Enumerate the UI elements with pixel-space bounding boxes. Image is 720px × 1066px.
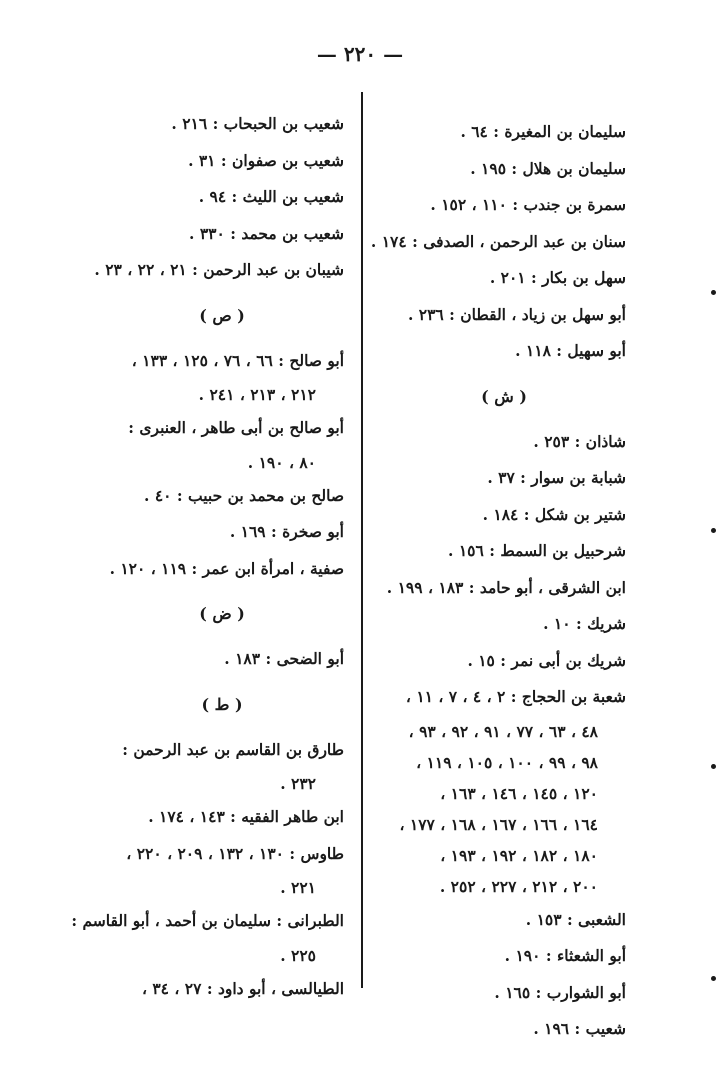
margin-mark — [711, 290, 716, 295]
index-entry: أبو صخرة : ١٦٩ . — [229, 522, 344, 541]
margin-mark — [711, 528, 716, 533]
index-entry: شريك : ١٠ . — [543, 614, 626, 633]
letter-heading: ( ض ) — [199, 604, 245, 623]
index-entry: أبو الضحى : ١٨٣ . — [224, 649, 344, 668]
index-entry: سليمان بن المغيرة : ٦٤ . — [460, 122, 626, 141]
margin-mark — [711, 764, 716, 769]
index-entry: شعيب بن محمد : ٣٣٠ . — [189, 223, 344, 243]
index-entry-continuation: ٢٢٥ . — [280, 945, 316, 965]
index-entry: شعيب : ١٩٦ . — [533, 1019, 626, 1038]
index-entry: سنان بن عبد الرحمن ، الصدفى : ١٧٤ . — [370, 231, 626, 251]
index-entry: أبو الشوارب : ١٦٥ . — [494, 982, 626, 1002]
index-entry: الطيالسى ، أبو داود : ٢٧ ، ٣٤ ، — [141, 978, 344, 998]
index-entry: أبو صالح بن أبى طاهر ، العنبرى : — [128, 418, 344, 437]
index-entry-continuation: ٤٨ ، ٦٣ ، ٧٧ ، ٩١ ، ٩٢ ، ٩٣ ، — [408, 721, 598, 741]
index-column-right — [370, 114, 626, 1048]
index-entry-continuation: ١٢٠ ، ١٤٥ ، ١٤٦ ، ١٦٣ ، — [440, 783, 598, 803]
index-entry-continuation: ٢٢١ . — [280, 878, 316, 897]
letter-heading: ( ط ) — [201, 694, 243, 714]
index-entry: شريك بن أبى نمر : ١٥ . — [467, 650, 626, 670]
index-entry-continuation: ١٨٠ ، ١٨٢ ، ١٩٢ ، ١٩٣ ، — [440, 845, 598, 865]
index-entry: شبابة بن سوار : ٣٧ . — [487, 468, 626, 487]
index-entry-continuation: ٨٠ ، ١٩٠ . — [247, 452, 316, 472]
index-column-left — [71, 106, 344, 1007]
index-entry: طارق بن القاسم بن عبد الرحمن : — [122, 739, 344, 759]
index-entry: ابن طاهر الفقيه : ١٤٣ ، ١٧٤ . — [148, 807, 344, 826]
column-divider — [361, 92, 363, 988]
index-entry: شعبة بن الحجاج : ٢ ، ٤ ، ٧ ، ١١ ، — [405, 687, 626, 706]
index-entry: أبو سهيل : ١١٨ . — [515, 341, 626, 360]
index-entry-continuation: ٩٨ ، ٩٩ ، ١٠٠ ، ١٠٥ ، ١١٩ ، — [416, 752, 598, 772]
letter-heading: ( ص ) — [199, 305, 245, 325]
index-entry: الشعبى : ١٥٣ . — [525, 909, 626, 929]
index-entry: شتير بن شكل : ١٨٤ . — [482, 504, 626, 524]
index-entry: سهل بن بكار : ٢٠١ . — [489, 268, 626, 287]
index-entry: صفية ، امرأة ابن عمر : ١١٩ ، ١٢٠ . — [109, 558, 344, 578]
index-entry: شعيب بن صفوان : ٣١ . — [188, 150, 344, 170]
page-number: — ٢٢٠ — — [316, 42, 404, 66]
index-entry-continuation: ٢١٢ ، ٢١٣ ، ٢٤١ . — [198, 385, 316, 404]
index-entry: شرحبيل بن السمط : ١٥٦ . — [448, 541, 626, 560]
letter-heading: ( ش ) — [481, 386, 527, 406]
index-entry-continuation: ١٦٤ ، ١٦٦ ، ١٦٧ ، ١٦٨ ، ١٧٧ ، — [399, 814, 598, 834]
index-entry: شيبان بن عبد الرحمن : ٢١ ، ٢٢ ، ٢٣ . — [94, 260, 344, 279]
index-entry: أبو سهل بن زياد ، القطان : ٢٣٦ . — [407, 304, 626, 324]
index-entry: شعيب بن الليث : ٩٤ . — [198, 187, 344, 206]
index-entry: شعيب بن الحبحاب : ٢١٦ . — [171, 114, 344, 133]
index-entry-continuation: ٢٣٢ . — [280, 774, 316, 793]
index-entry: طاوس : ١٣٠ ، ١٣٢ ، ٢٠٩ ، ٢٢٠ ، — [126, 843, 344, 863]
index-entry: أبو الشعثاء : ١٩٠ . — [504, 946, 626, 965]
index-entry: أبو صالح : ٦٦ ، ٧٦ ، ١٢٥ ، ١٣٣ ، — [131, 350, 344, 370]
index-entry-continuation: ٢٠٠ ، ٢١٢ ، ٢٢٧ ، ٢٥٢ . — [439, 876, 598, 896]
index-entry: ابن الشرقى ، أبو حامد : ١٨٣ ، ١٩٩ . — [386, 577, 626, 597]
index-entry: صالح بن محمد بن حبيب : ٤٠ . — [144, 485, 344, 505]
margin-mark — [711, 976, 716, 981]
index-entry: شاذان : ٢٥٣ . — [533, 431, 626, 451]
index-entry: الطبرانى : سليمان بن أحمد ، أبو القاسم : — [71, 911, 344, 930]
index-entry: سمرة بن جندب : ١١٠ ، ١٥٢ . — [430, 195, 626, 214]
index-entry: سليمان بن هلال : ١٩٥ . — [470, 158, 626, 178]
